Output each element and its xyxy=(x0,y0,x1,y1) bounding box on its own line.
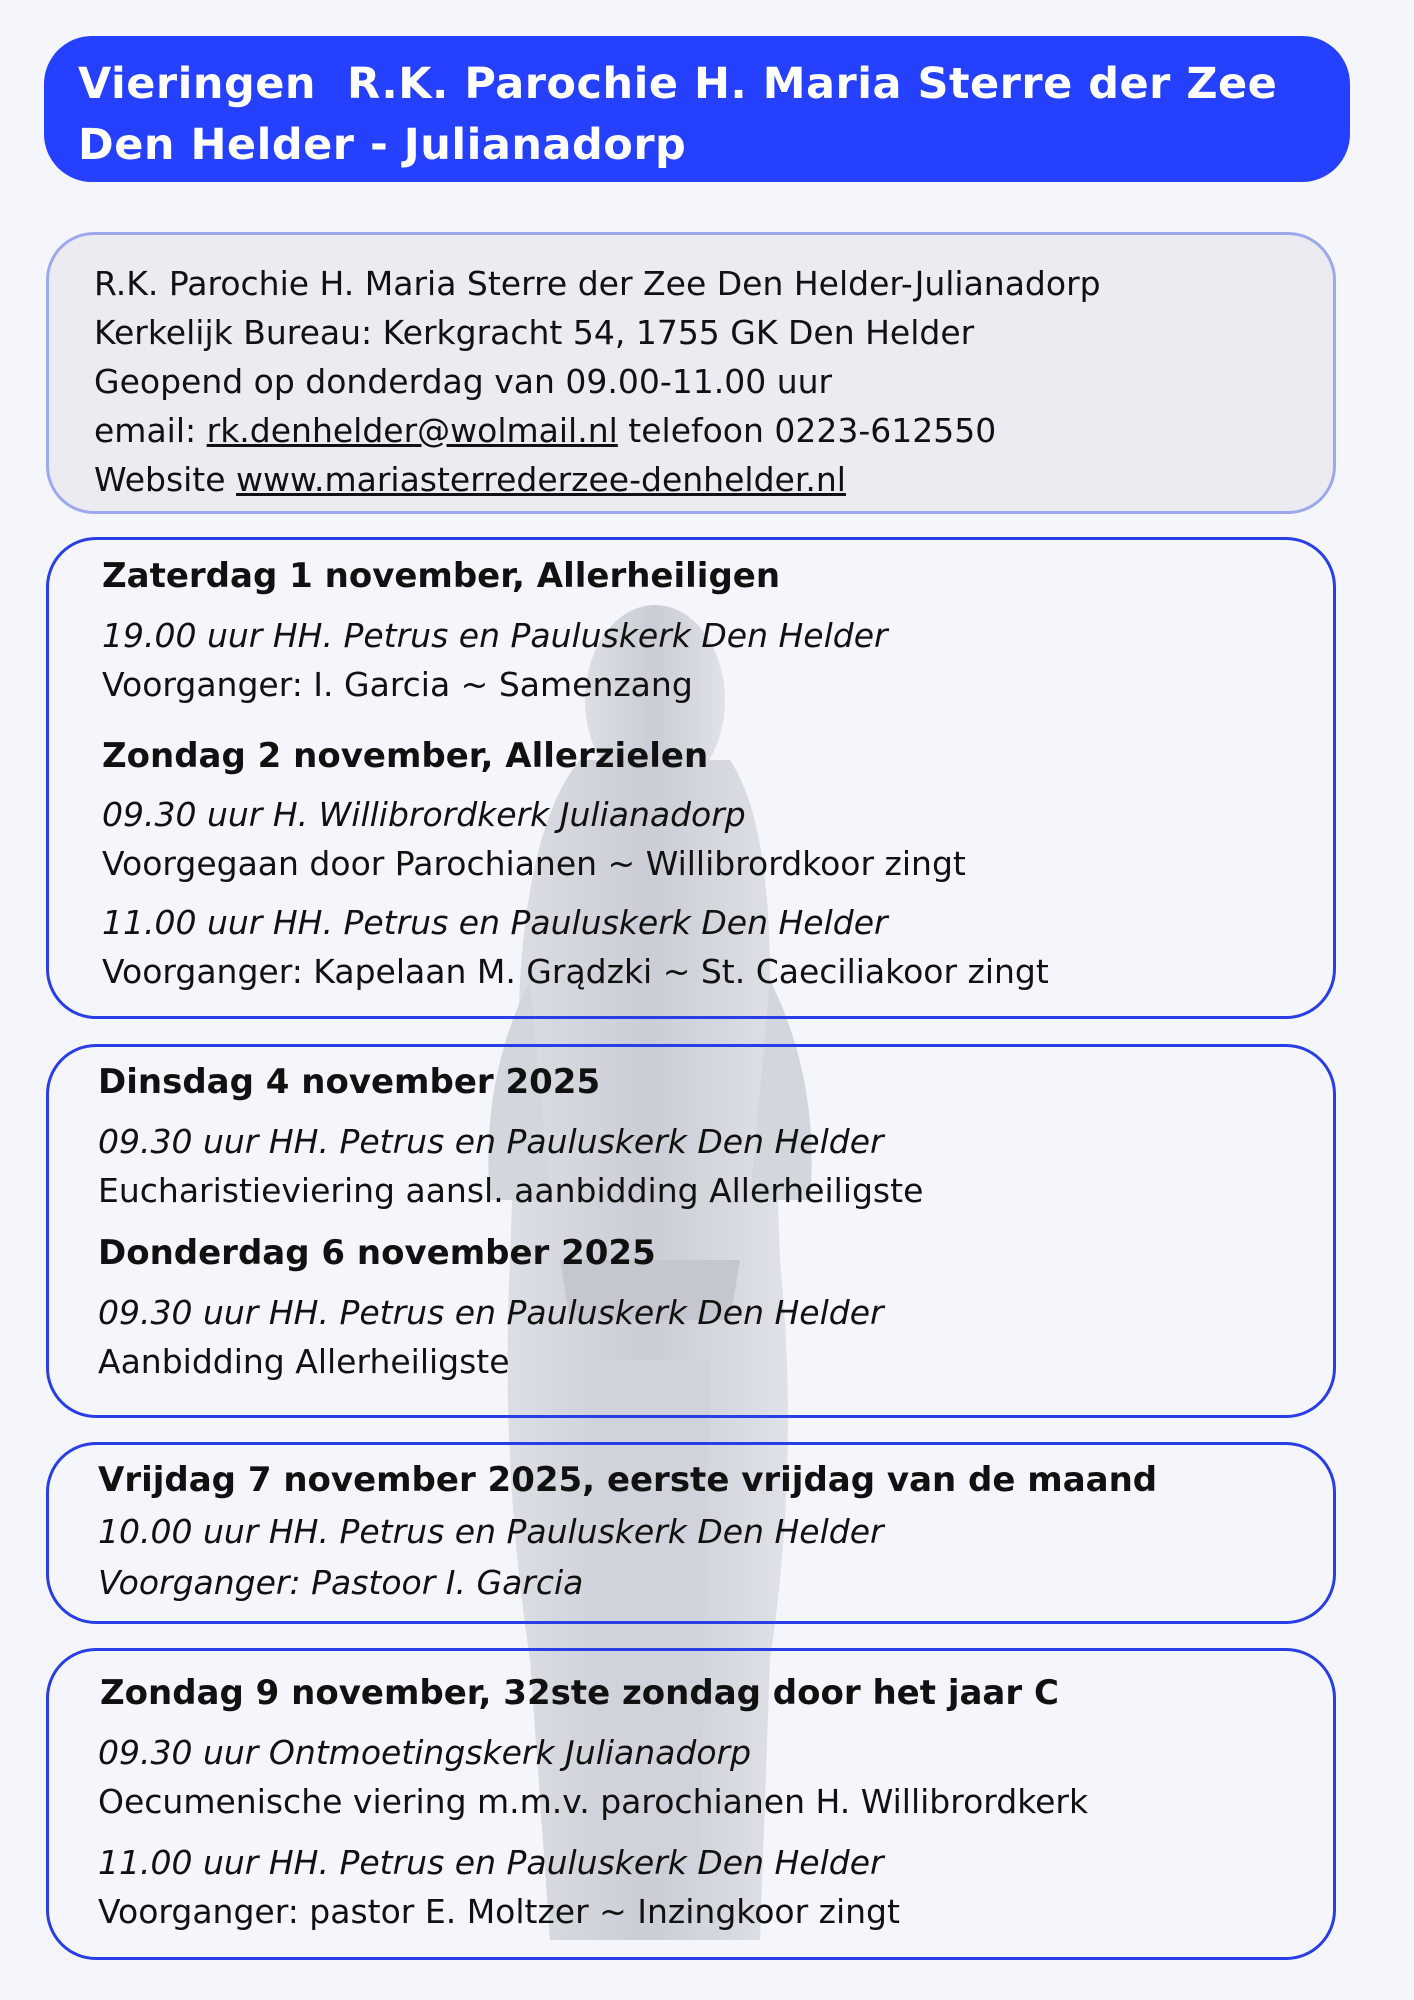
day-heading: Zondag 2 november, Allerzielen xyxy=(102,736,709,776)
contact-info-box xyxy=(46,232,1336,514)
email-link[interactable]: rk.denhelder@wolmail.nl xyxy=(206,411,618,450)
service-time: 09.30 uur Ontmoetingskerk Julianadorp xyxy=(98,1733,752,1772)
day-heading: Donderdag 6 november 2025 xyxy=(98,1233,656,1273)
schedule-block-1 xyxy=(46,537,1336,1019)
parish-name: R.K. Parochie H. Maria Sterre der Zee Den Helder-Julianadorp xyxy=(94,264,1101,303)
service-note: Voorgegaan door Parochianen ~ Willibrordkoor zingt xyxy=(102,844,966,883)
service-note: Voorganger: Pastoor I. Garcia xyxy=(98,1563,584,1602)
service-time: 10.00 uur HH. Petrus en Pauluskerk Den Helder xyxy=(98,1512,884,1551)
title-banner xyxy=(44,36,1350,182)
office-address: Kerkelijk Bureau: Kerkgracht 54, 1755 GK Den Helder xyxy=(94,313,975,352)
day-heading: Zondag 9 november, 32ste zondag door het jaar C xyxy=(100,1673,1059,1713)
service-time: 09.30 uur HH. Petrus en Pauluskerk Den Helder xyxy=(98,1122,884,1161)
service-note: Aanbidding Allerheiligste xyxy=(98,1342,510,1381)
service-note: Oecumenische viering m.m.v. parochianen H. Willibrordkerk xyxy=(98,1782,1089,1821)
service-time: 11.00 uur HH. Petrus en Pauluskerk Den Helder xyxy=(102,903,888,942)
website-link[interactable]: www.mariasterrederzee-denhelder.nl xyxy=(236,460,846,499)
day-heading: Vrijdag 7 november 2025, eerste vrijdag van de maand xyxy=(98,1460,1158,1500)
phone-number: telefoon 0223-612550 xyxy=(617,411,997,450)
service-note: Eucharistieviering aansl. aanbidding Allerheiligste xyxy=(98,1171,924,1210)
title-line-1: Vieringen R.K. Parochie H. Maria Sterre der Zee xyxy=(78,59,1278,109)
website-line: Website www.mariasterrederzee-denhelder.nl xyxy=(94,460,846,499)
day-heading: Dinsdag 4 november 2025 xyxy=(98,1062,601,1102)
service-note: Voorganger: I. Garcia ~ Samenzang xyxy=(102,665,693,704)
service-time: 09.30 uur HH. Petrus en Pauluskerk Den Helder xyxy=(98,1293,884,1332)
service-time: 09.30 uur H. Willibrordkerk Julianadorp xyxy=(102,795,746,834)
service-time: 19.00 uur HH. Petrus en Pauluskerk Den Helder xyxy=(102,616,888,655)
service-note: Voorganger: pastor E. Moltzer ~ Inzingkoor zingt xyxy=(98,1892,900,1931)
contact-line: email: rk.denhelder@wolmail.nl telefoon 0223-612550 xyxy=(94,411,997,450)
day-heading: Zaterdag 1 november, Allerheiligen xyxy=(102,556,781,596)
title-line-2: Den Helder - Julianadorp xyxy=(78,120,687,170)
service-note: Voorganger: Kapelaan M. Grądzki ~ St. Caeciliakoor zingt xyxy=(102,952,1049,991)
office-hours: Geopend op donderdag van 09.00-11.00 uur xyxy=(94,362,833,401)
service-time: 11.00 uur HH. Petrus en Pauluskerk Den Helder xyxy=(98,1843,884,1882)
